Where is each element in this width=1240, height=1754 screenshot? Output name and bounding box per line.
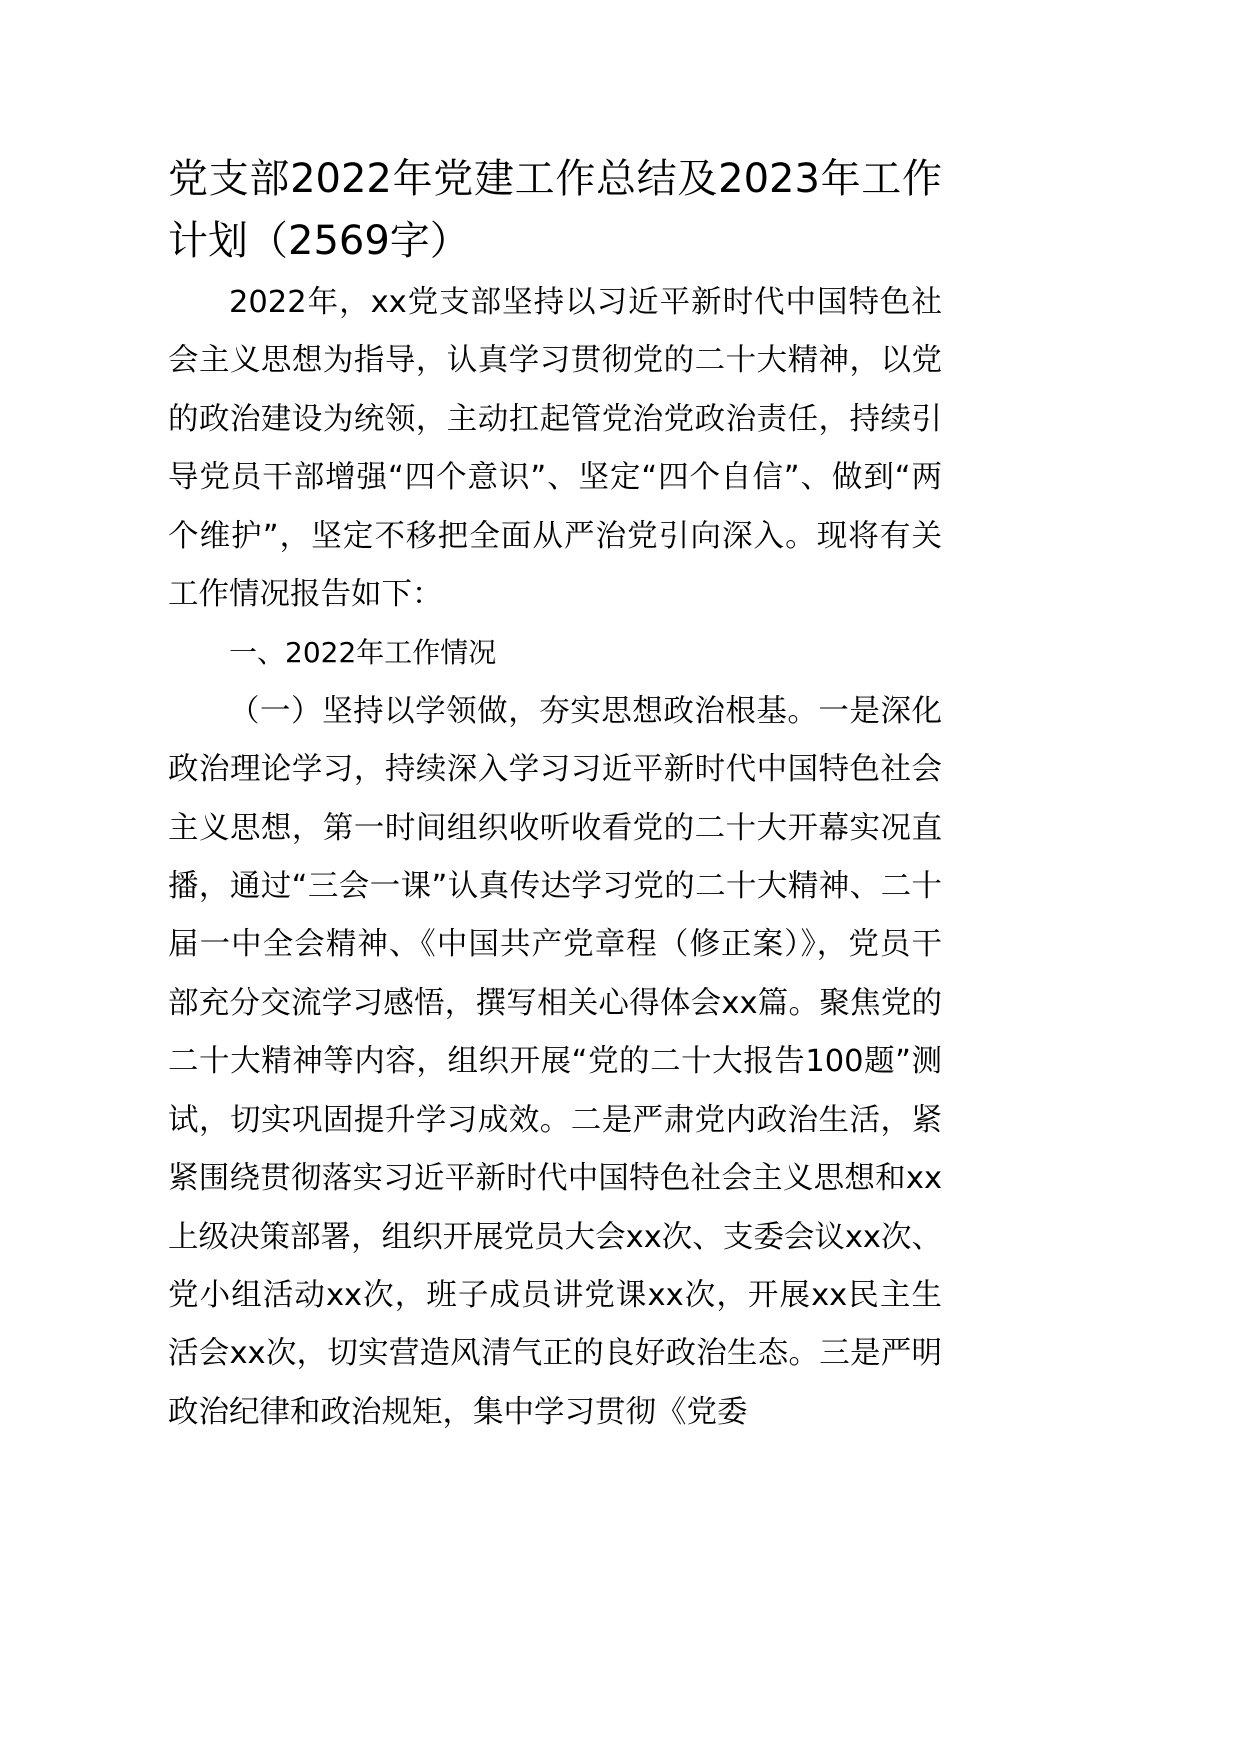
- document-title: 党支部2022年党建工作总结及2023年工作计划（2569字）: [168, 156, 942, 264]
- intro-paragraph: 2022年，xx党支部坚持以习近平新时代中国特色社会主义思想为指导，认真学习贯彻党的二十大精神，以党的政治建设为统领，主动扛起管党治党政治责任，持续引导党员干部增强“四个意识”、坚定“四个自信”、做到“两个维护”，坚定不移把全面从严治党引向深入。现将有关工作情况报告如下：: [168, 285, 942, 613]
- document-page: [168, 148, 942, 1442]
- title-block: [168, 148, 942, 272]
- section-heading: 一、2022年工作情况: [229, 636, 497, 670]
- subsection-paragraph: （一）坚持以学领做，夯实思想政治根基。一是深化政治理论学习，持续深入学习习近平新时代中国特色社会主义思想，第一时间组织收听收看党的二十大开幕实况直播，通过“三会一课”认真传达学习党的二十大精神、二十届一中全会精神、《中国共产党章程（修正案）》，党员干部充分交流学习感悟，撰写相关心得体会xx篇。聚焦党的二十大精神等内容，组织开展“党的二十大报告100题”测试，切实巩固提升学习成效。二是严肃党内政治生活，紧紧围绕贯彻落实习近平新时代中国特色社会主义思想和xx上级决策部署，组织开展党员大会xx次、支委会议xx次、党小组活动xx次，班子成员讲党课xx次，开展xx民主生活会xx次，切实营造风清气正的良好政治生态。三是严明政治纪律和政治规矩，集中学习贯彻《党委: [168, 693, 942, 1430]
